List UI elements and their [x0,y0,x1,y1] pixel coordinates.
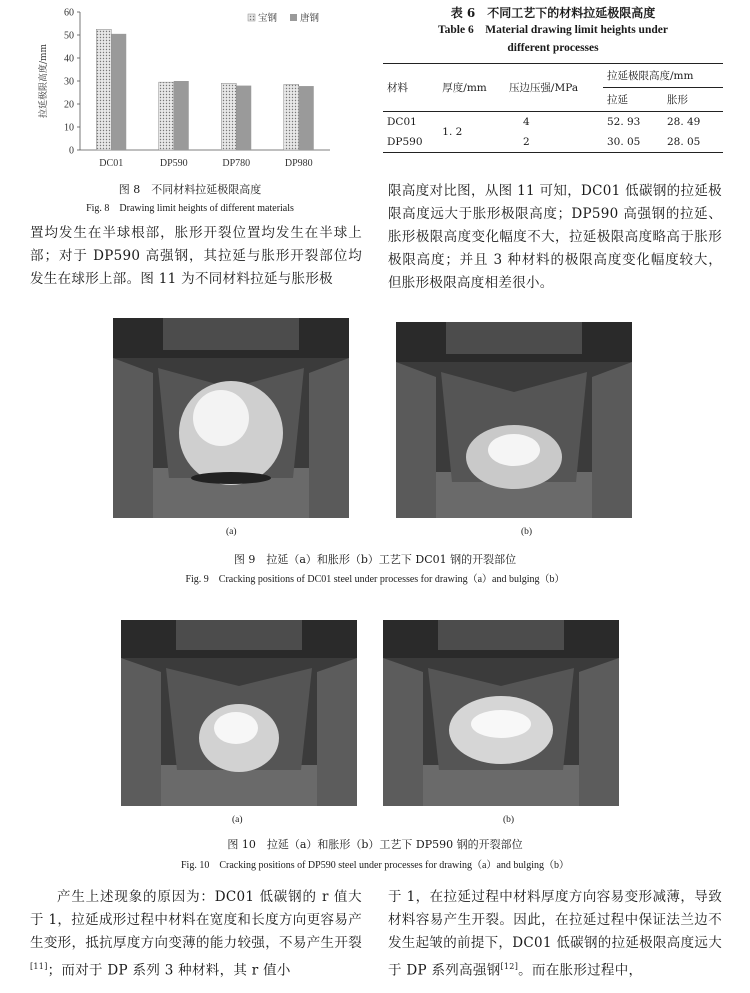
ref-11: [11] [30,962,48,971]
text-right-b: 。而在胀形过程中， [518,962,643,979]
fig9-label-b: (b) [521,527,533,537]
bar [299,86,314,150]
x-tick-label: DP980 [284,158,313,169]
bar-chart-svg [30,0,350,180]
legend-swatch [290,14,297,21]
table6 [383,4,723,153]
x-tick-label: DC01 [99,158,124,169]
text-left-b: ；而对于 DP 系列 3 种材料，其 r 值小 [47,962,291,979]
table6-grid [383,63,723,153]
th-material: 材料 [383,64,438,112]
fig10-label-a: (a) [232,815,243,825]
table6-title-en-1: Table 6 Material drawing limit heights under [438,24,668,36]
cell-material: DP590 [387,136,423,148]
cell-drawing: 30. 05 [606,136,641,148]
ref-12: [12] [500,962,519,971]
table6-title-cn: 表 6 不同工艺下的材料拉延极限高度 [450,6,656,20]
paragraph-left-top: 置均发生在半球根部，胀形开裂位置均发生在半球上部；对于 DP590 高强钢，其拉延与胀形开裂部位均发生在球形上部。图 11 为不同材料拉延与胀形极 [30,225,362,287]
table-row [383,112,723,133]
fig9a-photo [113,318,349,518]
table-row [383,132,723,153]
legend-swatch [248,14,255,21]
fig9b-photo [396,322,632,518]
cell-pressure: 4 [522,116,530,128]
table6-title-en-2: different processes [507,42,599,54]
th-thickness: 厚度/mm [438,64,505,112]
th-drawing: 拉延 [603,88,663,112]
bar [111,34,126,150]
fig10-caption-cn: 图 10 拉延（a）和胀形（b）工艺下 DP590 钢的开裂部位 [227,838,523,851]
legend-label: 宝钢 [258,13,278,24]
y-tick-label: 20 [64,99,74,111]
fig8-caption-cn: 图 8 不同材料拉延极限高度 [118,183,262,196]
fig10-caption-en: Fig. 10 Cracking positions of DP590 steel under processes for drawing（a）and bulging（b） [180,860,569,871]
cell-thickness: 1. 2 [438,112,505,153]
fig10-label-b: (b) [503,815,515,825]
th-bulging: 胀形 [663,88,723,112]
bar [236,86,251,150]
th-limit: 拉延极限高度/mm [603,64,723,88]
y-tick-label: 30 [64,76,74,88]
paragraph-right-top: 限高度对比图，从图 11 可知，DC01 低碳钢的拉延极限高度远大于胀形极限高度；DP590 高强钢的拉延、胀形极限高度变化幅度不大，拉延极限高度略高于胀形极限高度；并且 3 种材料的极限高度变化幅度较大，但胀形极限高度相差很小。 [388,183,722,291]
bar [159,82,174,150]
bar [284,84,299,150]
y-tick-label: 50 [64,30,74,42]
paragraph-right-bottom [388,886,722,983]
x-tick-label: DP780 [222,158,251,169]
fig10a-photo [121,620,357,806]
fig9-caption-cn: 图 9 拉延（a）和胀形（b）工艺下 DC01 钢的开裂部位 [233,553,517,566]
paragraph-left-bottom [30,886,362,983]
text-left-a: 产生上述现象的原因为：DC01 低碳钢的 r 值大于 1，拉延成形过程中材料在宽度和长度方向更容易产生变形，抵抗厚度方向变薄的能力较强，不易产生开裂 [30,889,362,951]
fig10b-photo [383,620,619,806]
y-tick-label: 0 [69,145,74,157]
bar [174,81,189,150]
y-tick-label: 60 [64,7,74,19]
cell-bulging: 28. 05 [666,136,701,148]
th-pressure: 压边压强/MPa [505,64,603,112]
fig8-caption-en: Fig. 8 Drawing limit heights of different materials [86,203,294,214]
fig9-label-a: (a) [226,527,237,537]
fig9-caption-en: Fig. 9 Cracking positions of DC01 steel under processes for drawing（a）and bulging（b） [185,574,565,585]
cell-pressure: 2 [522,136,530,148]
fig8-chart [30,0,350,215]
x-tick-label: DP590 [159,158,188,169]
y-axis-label: 拉延极限高度/mm [39,43,49,119]
y-tick-label: 10 [64,122,74,134]
cell-bulging: 28. 49 [666,116,701,128]
bar [221,83,236,150]
cell-material: DC01 [387,116,417,128]
legend-label: 唐钢 [300,13,320,24]
bar [96,29,111,150]
text-right-a: 于 1，在拉延过程中材料厚度方向容易变形减薄，导致材料容易产生开裂。因此，在拉延过程中保证法兰边不发生起皱的前提下，DC01 低碳钢的拉延极限高度远大于 DP 系列高强钢 [388,889,722,979]
cell-drawing: 52. 93 [606,116,641,128]
y-tick-label: 40 [64,53,74,65]
